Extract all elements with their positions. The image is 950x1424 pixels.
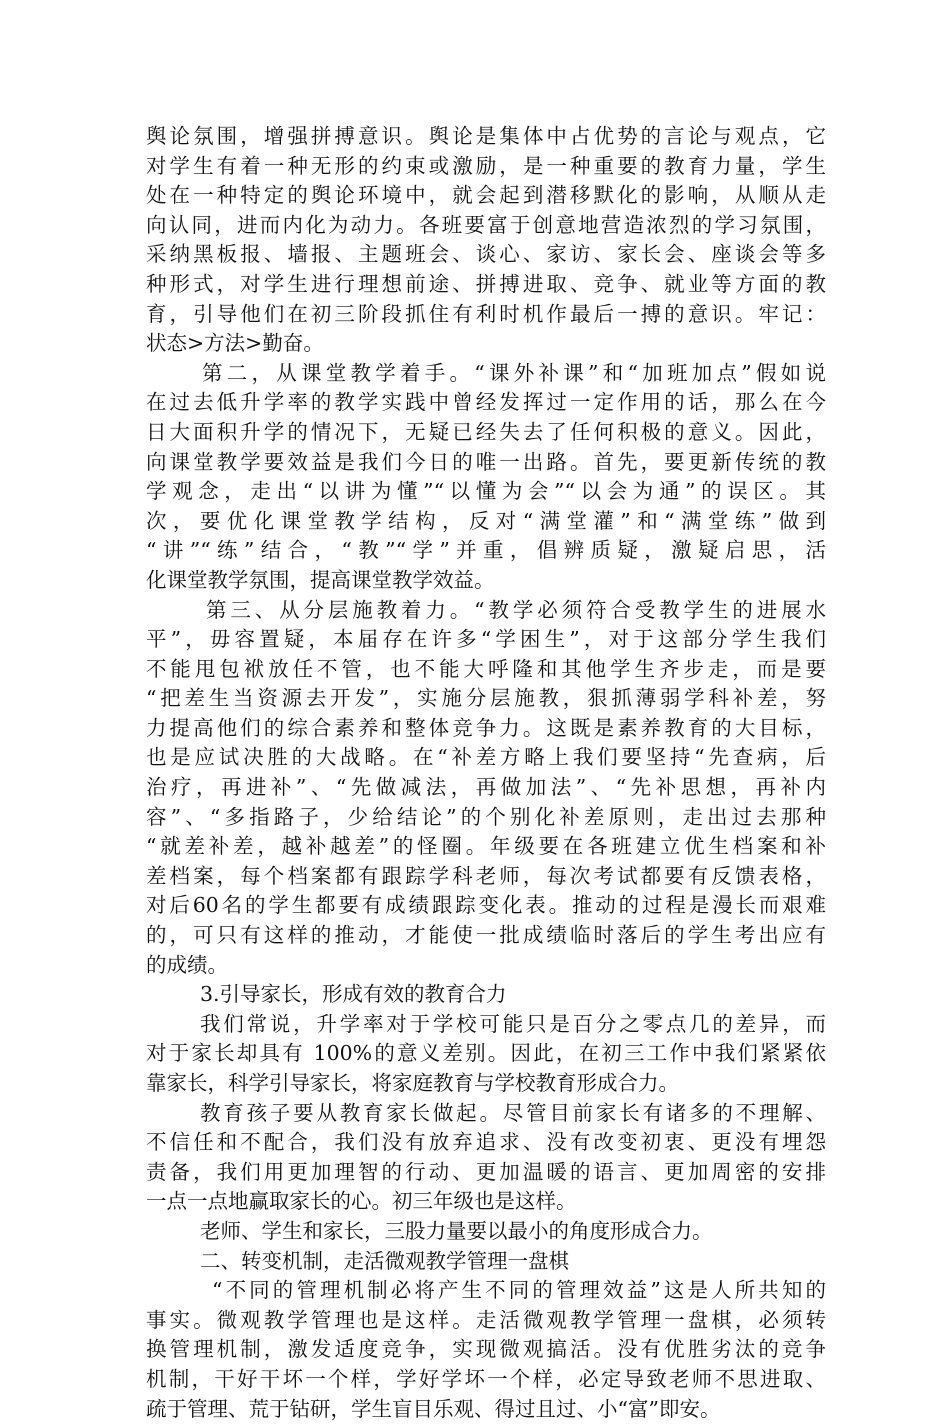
text-line: 的成绩。 (146, 952, 228, 977)
paragraph (146, 1247, 826, 1277)
text-line: 第三、从分层施教着力。“教学必须符合受教学生的进展水 (206, 597, 826, 622)
text-line: 处在一种特定的舆论环境中，就会起到潜移默化的影响，从顺从走 (146, 183, 826, 208)
paragraph (146, 596, 826, 981)
paragraph (146, 1099, 826, 1217)
text-line: 换管理机制，激发适度竞争，实现微观搞活。没有优胜劣汰的竞争 (146, 1337, 826, 1362)
document-page (146, 122, 826, 1424)
text-line: 3.引导家长，形成有效的教育合力 (200, 982, 507, 1007)
text-line: 育，引导他们在初三阶段抓住有利时机作最后一搏的意识。牢记： (146, 301, 826, 326)
text-line: 的，可只有这样的推动，才能使一批成绩临时落后的学生考出应有 (146, 923, 826, 948)
text-line: 舆论氛围，增强拼搏意识。舆论是集体中占优势的言论与观点，它 (146, 124, 826, 148)
text-line: 差档案，每个档案都有跟踪学科老师，每次考试都要有反馈表格， (146, 863, 826, 888)
text-line: 教育孩子要从教育家长做起。尽管目前家长有诸多的不理解、 (200, 1100, 826, 1125)
text-line: 容”、“多指路子，少给结论”的个别化补差原则，走出过去那种 (146, 804, 826, 829)
text-line: 力提高他们的综合素养和整体竞争力。这既是素养教育的大目标， (146, 715, 826, 740)
paragraph (146, 980, 826, 1010)
text-line: 对于家长却具有 100%的意义差别。因此，在初三工作中我们紧紧依 (146, 1041, 826, 1066)
text-line: 我们常说，升学率对于学校可能只是百分之零点几的差异，而 (200, 1011, 826, 1036)
text-line: 采纳黑板报、墙报、主题班会、谈心、家访、家长会、座谈会等多 (146, 242, 826, 267)
text-line: “就差补差，越补越差”的怪圈。年级要在各班建立优生档案和补 (146, 834, 826, 859)
text-line: 责备，我们用更加理智的行动、更加温暖的语言、更加周密的安排 (146, 1159, 826, 1184)
text-line: 次，要优化课堂教学结构，反对“满堂灌”和“满堂练”做到 (146, 508, 826, 533)
text-line: 疏于管理、荒于钻研，学生盲目乐观、得过且过、小“富”即安。 (146, 1396, 721, 1421)
text-line: 二、转变机制，走活微观教学管理一盘棋 (200, 1248, 569, 1273)
text-line: 机制，干好干坏一个样，学好学坏一个样，必定导致老师不思进取、 (146, 1366, 826, 1391)
text-line: “讲”“练”结合，“教”“学”并重，倡辨质疑，激疑启思，活 (146, 538, 826, 563)
text-line: 学观念，走出“以讲为懂”“以懂为会”“以会为通”的误区。其 (146, 479, 826, 504)
paragraph (146, 1010, 826, 1099)
paragraph (146, 1276, 826, 1424)
text-line: 不能甩包袱放任不管，也不能大呼隆和其他学生齐步走，而是要 (146, 656, 826, 681)
text-line: 事实。微观教学管理也是这样。走活微观教学管理一盘棋，必须转 (146, 1307, 826, 1332)
text-line: 一点一点地赢取家长的心。初三年级也是这样。 (146, 1189, 577, 1214)
text-line: “不同的管理机制必将产生不同的管理效益”这是人所共知的 (212, 1278, 826, 1303)
text-line: 向课堂教学要效益是我们今日的唯一出路。首先，要更新传统的教 (146, 449, 826, 474)
paragraph (146, 122, 826, 359)
text-line: 对后60名的学生都要有成绩跟踪变化表。推动的过程是漫长而艰难 (146, 893, 826, 918)
text-line: 对学生有着一种无形的约束或激励，是一种重要的教育力量，学生 (146, 153, 826, 178)
paragraph (146, 359, 826, 596)
text-line: 种形式，对学生进行理想前途、拼搏进取、竞争、就业等方面的教 (146, 271, 826, 296)
text-line: 第二，从课堂教学着手。“课外补课”和“加班加点”假如说 (202, 360, 826, 385)
text-line: 也是应试决胜的大战略。在“补差方略上我们要坚持“先查病，后 (146, 745, 826, 770)
text-line: 靠家长，科学引导家长，将家庭教育与学校教育形成合力。 (146, 1071, 679, 1095)
paragraph (146, 1217, 826, 1247)
text-line: 化课堂教学氛围，提高课堂教学效益。 (146, 567, 495, 592)
text-line: 不信任和不配合，我们没有放弃追求、没有改变初衷、更没有埋怨 (146, 1130, 826, 1155)
text-line: 向认同，进而内化为动力。各班要富于创意地营造浓烈的学习氛围， (146, 212, 826, 237)
text-line: 老师、学生和家长，三股力量要以最小的角度形成合力。 (200, 1218, 713, 1243)
text-line: “把差生当资源去开发”，实施分层施教，狠抓薄弱学科补差，努 (146, 686, 826, 711)
text-line: 日大面积升学的情况下，无疑已经失去了任何积极的意义。因此， (146, 419, 826, 444)
text-line: 治疗，再进补”、“先做减法，再做加法”、“先补思想，再补内 (146, 775, 826, 800)
text-line: 状态>方法>勤奋。 (146, 331, 324, 356)
text-line: 平”，毋容置疑，本届存在许多“学困生”，对于这部分学生我们 (146, 627, 826, 652)
text-line: 在过去低升学率的教学实践中曾经发挥过一定作用的话，那么在今 (146, 390, 826, 415)
